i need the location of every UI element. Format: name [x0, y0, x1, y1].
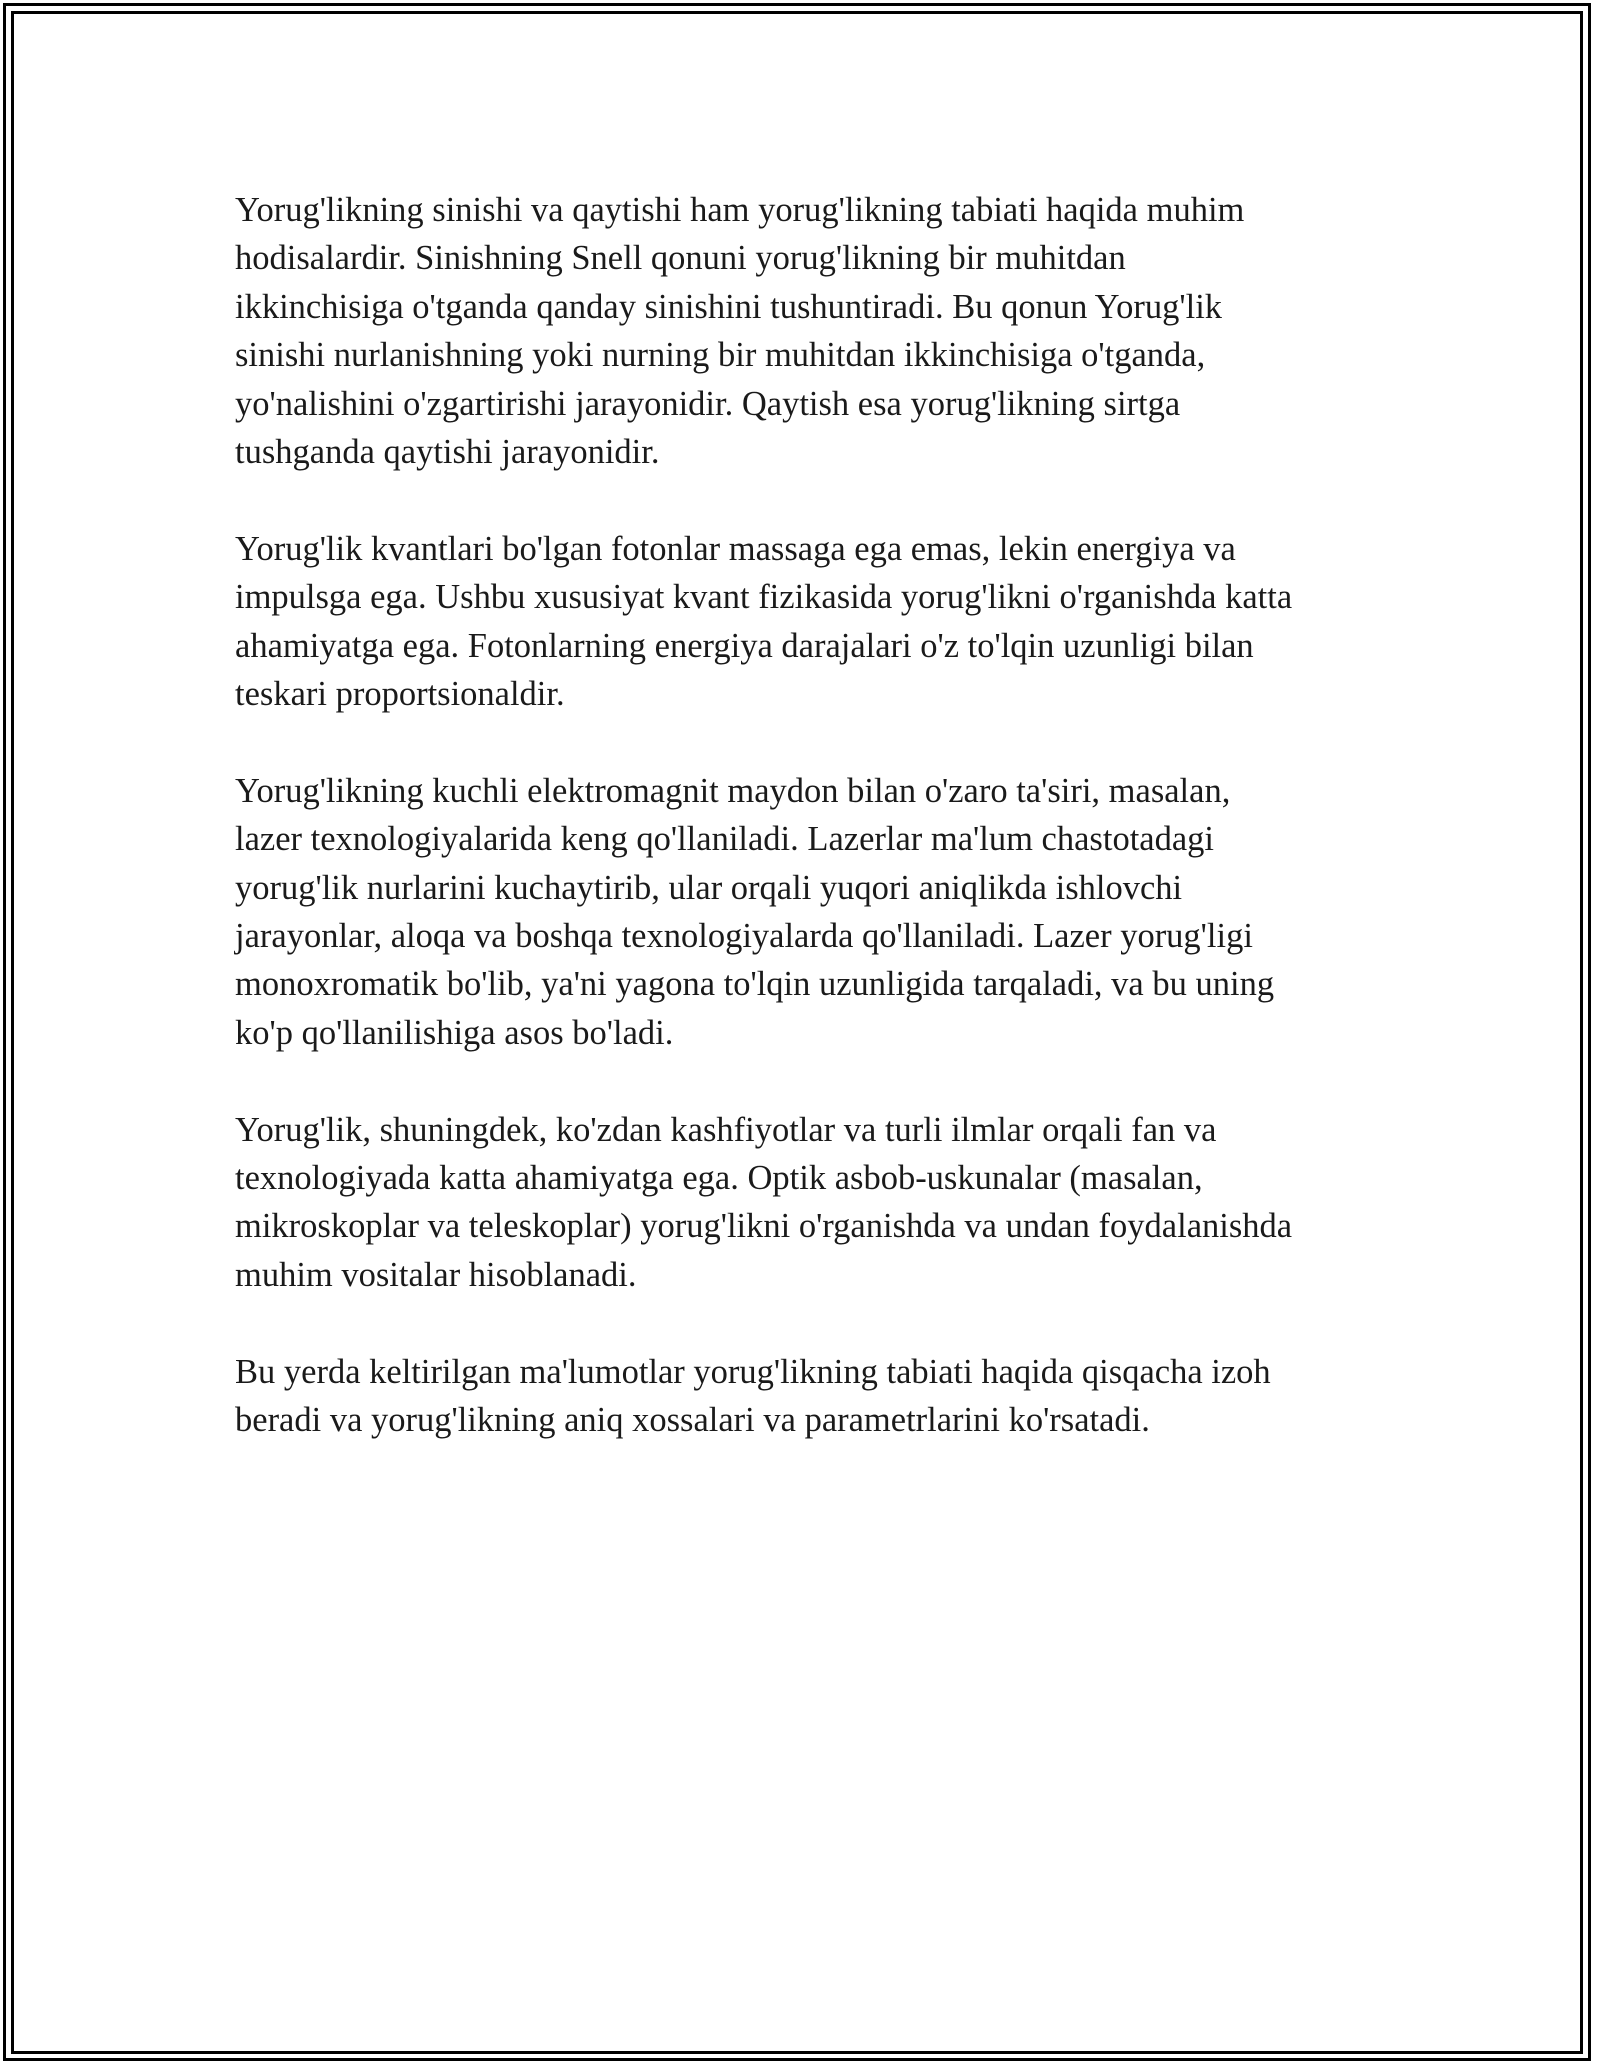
text-line: lazer texnologiyalarida keng qo'llaniladi. Lazerlar ma'lum chastotadagi	[235, 820, 1214, 859]
text-line: jarayonlar, aloqa va boshqa texnologiyalarda qo'llaniladi. Lazer yorug'ligi	[235, 917, 1253, 956]
text-line: teskari proportsionaldir.	[235, 675, 565, 714]
text-line: Yorug'likning sinishi va qaytishi ham yorug'likning tabiati haqida muhim	[235, 191, 1245, 229]
text-line: yorug'lik nurlarini kuchaytirib, ular orqali yuqori aniqlikda ishlovchi	[235, 868, 1183, 907]
text-line: Yorug'lik kvantlari bo'lgan fotonlar massaga ega emas, lekin energiya va	[235, 529, 1236, 568]
text-line: muhim vositalar hisoblanadi.	[235, 1255, 637, 1294]
text-line: monoxromatik bo'lib, ya'ni yagona to'lqin uzunligida tarqaladi, va bu uning	[235, 965, 1275, 1004]
text-line: Yorug'likning kuchli elektromagnit maydon bilan o'zaro ta'siri, masalan,	[235, 771, 1231, 810]
text-line: sinishi nurlanishning yoki nurning bir muhitdan ikkinchisiga o'tganda,	[235, 336, 1206, 375]
document-body	[235, 186, 1375, 1493]
text-line: hodisalardir. Sinishning Snell qonuni yorug'likning bir muhitdan	[235, 239, 1126, 278]
text-line: tushganda qaytishi jarayonidir.	[235, 433, 660, 472]
text-line: texnologiyada katta ahamiyatga ega. Optik asbob-uskunalar (masalan,	[235, 1159, 1203, 1198]
paragraph-5	[235, 1348, 1375, 1445]
text-line: ahamiyatga ega. Fotonlarning energiya darajalari o'z to'lqin uzunligi bilan	[235, 626, 1254, 665]
paragraph-1	[235, 186, 1375, 476]
text-line: yo'nalishini o'zgartirishi jarayonidir. Qaytish esa yorug'likning sirtga	[235, 384, 1181, 423]
text-line: Yorug'lik, shuningdek, ko'zdan kashfiyotlar va turli ilmlar orqali fan va	[235, 1110, 1217, 1149]
text-line: ko'p qo'llanilishiga asos bo'ladi.	[235, 1013, 674, 1052]
text-line: mikroskoplar va teleskoplar) yorug'likni o'rganishda va undan foydalanishda	[235, 1207, 1293, 1246]
paragraph-3	[235, 767, 1375, 1057]
text-line: ikkinchisiga o'tganda qanday sinishini tushuntiradi. Bu qonun Yorug'lik	[235, 287, 1223, 326]
text-line: beradi va yorug'likning aniq xossalari va parametrlarini ko'rsatadi.	[235, 1401, 1150, 1440]
paragraph-4	[235, 1106, 1375, 1300]
paragraph-2	[235, 525, 1375, 719]
text-line: impulsga ega. Ushbu xususiyat kvant fizikasida yorug'likni o'rganishda katta	[235, 578, 1293, 617]
text-line: Bu yerda keltirilgan ma'lumotlar yorug'likning tabiati haqida qisqacha izoh	[235, 1352, 1271, 1391]
